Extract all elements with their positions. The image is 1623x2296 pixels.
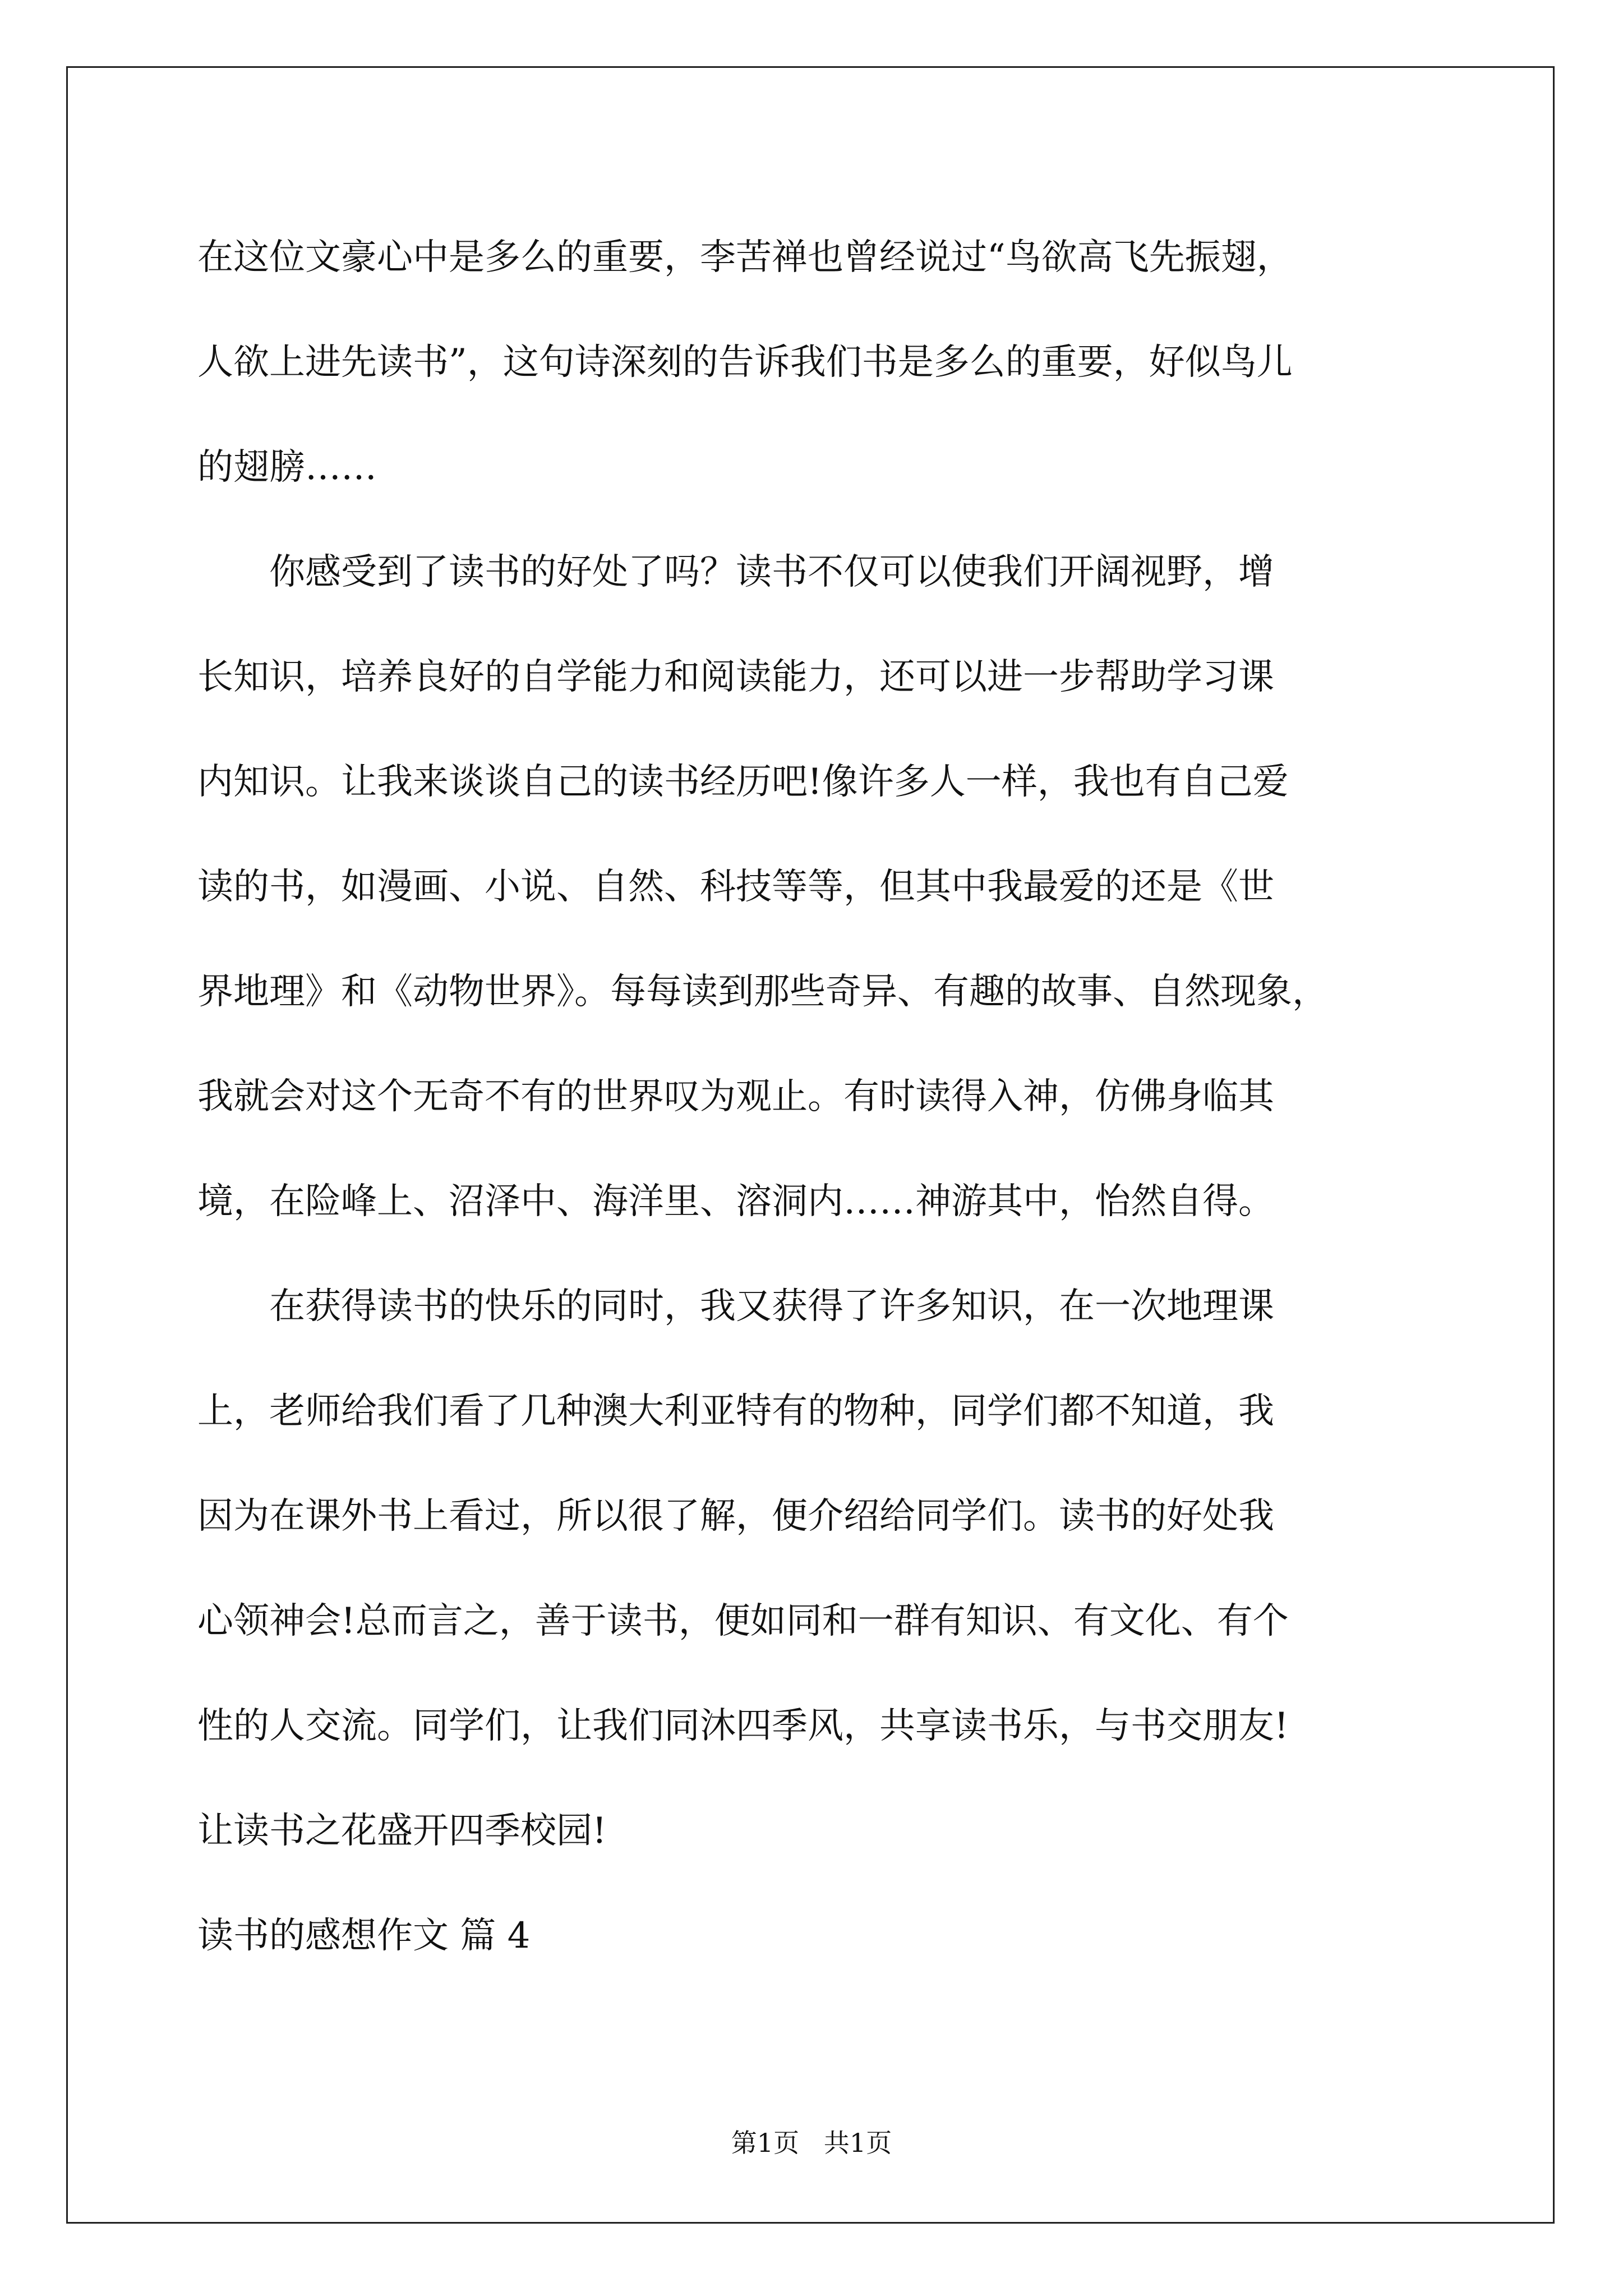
document-body — [197, 205, 1426, 1989]
page-footer: 第1页 共1页 — [731, 2128, 892, 2158]
text-line: 界地理》和《动物世界》。每每读到那些奇异、有趣的故事、自然现象， — [197, 971, 1328, 1013]
section-heading: 读书的感想作文 篇 4 — [197, 1915, 531, 1957]
text-line: 长知识，培养良好的自学能力和阅读能力，还可以进一步帮助学习课 — [197, 656, 1274, 698]
text-line: 让读书之花盛开四季校园! — [197, 1810, 607, 1852]
text-line: 因为在课外书上看过，所以很了解，便介绍给同学们。读书的好处我 — [197, 1496, 1274, 1537]
text-line: 内知识。让我来谈谈自己的读书经历吧!像许多人一样，我也有自己爱 — [197, 761, 1289, 803]
text-line: 人欲上进先读书”，这句诗深刻的告诉我们书是多么的重要，好似鸟儿 — [197, 342, 1293, 383]
text-line: 读的书，如漫画、小说、自然、科技等等，但其中我最爱的还是《世 — [197, 866, 1274, 908]
text-line: 你感受到了读书的好处了吗？读书不仅可以使我们开阔视野，增 — [269, 551, 1274, 593]
text-line: 在这位文豪心中是多么的重要，李苦禅也曾经说过“鸟欲高飞先振翅， — [197, 237, 1293, 278]
text-line: 境，在险峰上、沼泽中、海洋里、溶洞内……神游其中，怡然自得。 — [197, 1181, 1274, 1222]
text-line: 我就会对这个无奇不有的世界叹为观止。有时读得入神，仿佛身临其 — [197, 1076, 1274, 1117]
text-line: 心领神会!总而言之，善于读书，便如同和一群有知识、有文化、有个 — [197, 1600, 1289, 1642]
text-line: 上，老师给我们看了几种澳大利亚特有的物种，同学们都不知道，我 — [197, 1391, 1274, 1432]
text-line: 性的人交流。同学们，让我们同沐四季风，共享读书乐，与书交朋友! — [197, 1705, 1289, 1747]
text-line: 的翅膀…… — [197, 447, 377, 488]
text-line: 在获得读书的快乐的同时，我又获得了许多知识，在一次地理课 — [269, 1286, 1274, 1327]
